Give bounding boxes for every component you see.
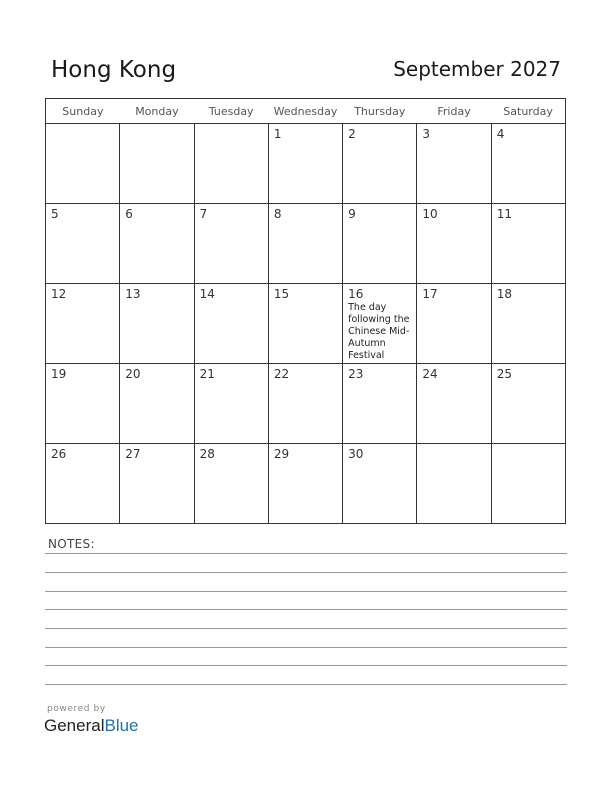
day-cell: [417, 284, 491, 364]
day-cell: [120, 204, 194, 284]
day-cell: [268, 364, 342, 444]
day-number: 6: [125, 207, 133, 221]
day-cell: [343, 284, 417, 364]
day-cell: [417, 364, 491, 444]
note-line: [45, 591, 567, 592]
day-cell: [194, 444, 268, 524]
day-number: 25: [496, 367, 512, 381]
note-line: [45, 665, 567, 666]
day-number: 30: [348, 447, 364, 461]
empty-day-cell: [417, 444, 491, 524]
day-number: 3: [422, 127, 431, 141]
day-cell: [268, 444, 342, 524]
day-number: 12: [51, 287, 67, 301]
day-number: 13: [125, 287, 141, 301]
calendar-week-row: [46, 204, 566, 284]
day-number: 11: [496, 207, 512, 221]
day-cell: [343, 124, 417, 204]
day-number: 1: [273, 127, 282, 141]
note-line: [45, 572, 567, 573]
day-cell: [46, 284, 120, 364]
calendar-week-row: [46, 124, 566, 204]
day-number: 4: [496, 127, 505, 141]
day-number: 10: [422, 207, 438, 221]
day-cell: [491, 284, 565, 364]
day-number: 29: [273, 447, 290, 461]
note-line: [45, 628, 567, 629]
note-line: [45, 609, 567, 610]
day-cell: [343, 204, 417, 284]
day-cell: [491, 204, 565, 284]
note-line: [45, 647, 567, 648]
day-number: 27: [125, 447, 141, 461]
brand-general-text: General: [44, 716, 105, 735]
weekday-header-row: [46, 99, 566, 124]
generalblue-logo: [44, 715, 139, 737]
day-number: 20: [125, 367, 141, 381]
day-cell: [491, 364, 565, 444]
day-cell: [268, 284, 342, 364]
notes-label: NOTES:: [48, 537, 95, 551]
day-number: 18: [496, 287, 512, 301]
day-number: 15: [273, 287, 290, 301]
empty-day-cell: [120, 124, 194, 204]
day-cell: [268, 124, 342, 204]
day-cell: [120, 284, 194, 364]
day-number: 19: [51, 367, 67, 381]
day-number: 21: [199, 367, 215, 381]
day-cell: [120, 364, 194, 444]
weekday-sunday: Sunday: [46, 99, 120, 124]
day-cell: [120, 444, 194, 524]
empty-day-cell: [46, 124, 120, 204]
day-cell: [46, 204, 120, 284]
day-cell: [417, 124, 491, 204]
day-number: 16: [348, 287, 364, 301]
day-number: 26: [51, 447, 67, 461]
day-cell: [46, 364, 120, 444]
day-number: 2: [348, 127, 356, 141]
day-cell: [491, 124, 565, 204]
day-cell: [268, 204, 342, 284]
month-year-title: September 2027: [393, 57, 561, 81]
note-line: [45, 553, 567, 554]
day-number: 17: [422, 287, 438, 301]
weekday-saturday: Saturday: [491, 99, 565, 124]
region-title: Hong Kong: [51, 57, 177, 83]
day-number: 14: [199, 287, 215, 301]
day-number: 24: [422, 367, 438, 381]
weekday-tuesday: Tuesday: [194, 99, 268, 124]
weekday-friday: Friday: [417, 99, 491, 124]
day-number: 9: [348, 207, 356, 221]
empty-day-cell: [491, 444, 565, 524]
weekday-monday: Monday: [120, 99, 194, 124]
day-cell: [194, 204, 268, 284]
weekday-wednesday: Wednesday: [268, 99, 342, 124]
day-number: 8: [273, 207, 282, 221]
day-number: 23: [348, 367, 364, 381]
day-number: 5: [51, 207, 59, 221]
weekday-thursday: Thursday: [343, 99, 417, 124]
day-number: 28: [199, 447, 215, 461]
day-cell: [417, 204, 491, 284]
calendar-grid: [45, 98, 566, 524]
day-cell: [194, 284, 268, 364]
holiday-label: The day following the Chinese Mid-Autumn Festival: [348, 302, 410, 361]
day-cell: [194, 364, 268, 444]
powered-by-text: powered by: [47, 704, 106, 714]
empty-day-cell: [194, 124, 268, 204]
day-cell: [343, 364, 417, 444]
note-line: [45, 684, 567, 685]
day-number: 22: [273, 367, 290, 381]
day-number: 7: [199, 207, 208, 221]
day-cell: [46, 444, 120, 524]
day-cell: [343, 444, 417, 524]
calendar-week-row: [46, 364, 566, 444]
calendar-week-row: [46, 284, 566, 364]
calendar-week-row: [46, 444, 566, 524]
brand-blue-text: Blue: [104, 716, 139, 735]
